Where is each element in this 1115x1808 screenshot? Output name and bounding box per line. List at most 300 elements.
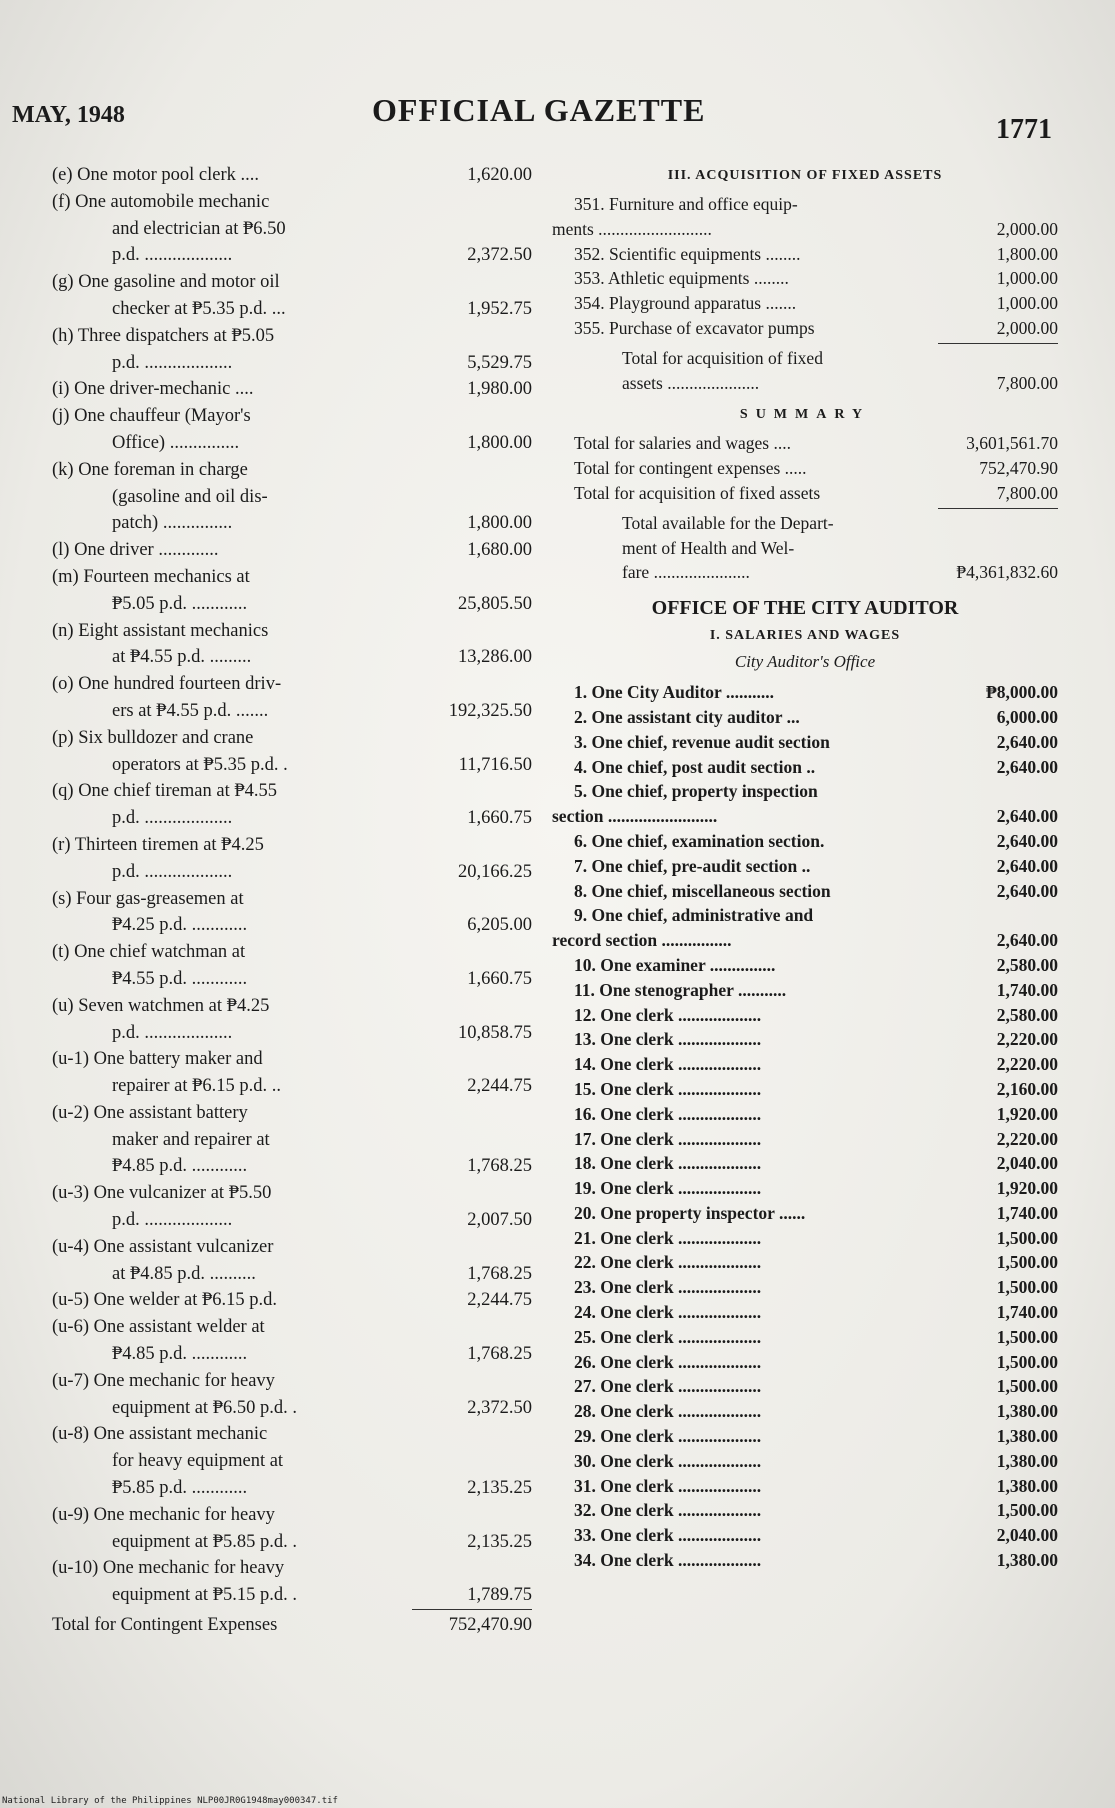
entry-amount: 2,640.00 [996, 731, 1058, 752]
entry-line: (k) One foreman in charge [52, 459, 248, 480]
entry-text [52, 564, 382, 618]
expense-row [52, 269, 532, 323]
entry-text [552, 903, 920, 953]
entry-line: ments .......................... [552, 218, 712, 239]
entry-text [552, 291, 920, 316]
expense-row [52, 1421, 532, 1501]
entry-amount: 1,740.00 [996, 979, 1058, 1000]
entry-text [552, 1523, 920, 1548]
expense-row [52, 778, 532, 832]
contingent-total-row [52, 1612, 532, 1639]
entry-text [52, 1368, 382, 1422]
auditor-row [552, 1226, 1058, 1251]
entry-amount: 1,380.00 [996, 1550, 1058, 1571]
entry-line: 8. One chief, miscellaneous section [574, 880, 831, 901]
entry-line: 15. One clerk ................... [574, 1078, 762, 1099]
expense-row [52, 1314, 532, 1368]
entry-line: 23. One clerk ................... [574, 1277, 762, 1298]
entry-text [552, 879, 920, 904]
expense-row [52, 1287, 532, 1314]
entry-amount: 1,980.00 [467, 379, 532, 400]
entry-text [552, 316, 920, 341]
summary-rule [938, 508, 1058, 509]
entry-text [52, 778, 382, 832]
entry-line: and electrician at ₱6.50 [112, 218, 286, 239]
entry-line: 10. One examiner ............... [574, 954, 776, 975]
entry-amount: 2,040.00 [996, 1153, 1058, 1174]
auditor-row [552, 879, 1058, 904]
entry-text [52, 457, 382, 537]
entry-amount: 6,000.00 [996, 706, 1058, 727]
publication-title: OFFICIAL GAZETTE [372, 92, 706, 128]
entry-text [52, 671, 382, 725]
entry-amount: 1,920.00 [996, 1103, 1058, 1124]
issue-date: MAY, 1948 [12, 102, 125, 128]
entry-amount: 752,470.90 [979, 458, 1058, 479]
entry-line: section ......................... [552, 806, 718, 827]
entry-text [52, 832, 382, 886]
entry-text [52, 1314, 382, 1368]
entry-line: p.d. ................... [112, 1210, 233, 1231]
entry-text [52, 1502, 382, 1556]
entry-line: Total available for the Depart- [622, 512, 834, 533]
auditor-row [552, 1498, 1058, 1523]
entry-line: Office) ............... [112, 432, 240, 453]
entry-line: 14. One clerk ................... [574, 1054, 762, 1075]
entry-amount: 1,380.00 [996, 1426, 1058, 1447]
entry-line: 354. Playground apparatus ....... [574, 293, 797, 314]
expense-row [52, 618, 532, 672]
entry-amount: 2,640.00 [996, 830, 1058, 851]
expense-row [52, 189, 532, 269]
entry-text [552, 1548, 920, 1573]
office-heading: OFFICE OF THE CITY AUDITOR [651, 597, 959, 620]
entry-amount: 2,220.00 [996, 1128, 1058, 1149]
auditor-row [552, 1027, 1058, 1052]
entry-line: 24. One clerk ................... [574, 1302, 762, 1323]
expense-row [52, 1100, 532, 1180]
entry-line: (u-1) One battery maker and [52, 1049, 263, 1070]
acquisition-row [552, 266, 1058, 291]
entry-text [552, 511, 920, 585]
entry-line: ment of Health and Wel- [622, 537, 795, 558]
entry-amount: 192,325.50 [448, 700, 532, 721]
entry-text [52, 1100, 382, 1180]
entry-line: (u-6) One assistant welder at [52, 1317, 265, 1338]
entry-amount: 1,768.25 [467, 1263, 532, 1284]
entry-amount: 1,380.00 [996, 1450, 1058, 1471]
entry-line: Total for acquisition of fixed assets [574, 482, 821, 503]
auditor-row [552, 1201, 1058, 1226]
auditor-row [552, 1300, 1058, 1325]
expense-row [52, 323, 532, 377]
contingent-expenses-list [52, 162, 532, 1609]
entry-line: fare ...................... [622, 562, 750, 583]
acquisition-heading: III. ACQUISITION OF FIXED ASSETS [667, 168, 943, 183]
acquisition-row [552, 291, 1058, 316]
entry-text [552, 1151, 920, 1176]
entry-amount: 1,952.75 [467, 298, 532, 319]
entry-line: maker and repairer at [112, 1129, 270, 1150]
entry-amount: 7,800.00 [996, 372, 1058, 393]
entry-line: Total for acquisition of fixed [622, 347, 823, 368]
entry-text [52, 403, 382, 457]
entry-line: (u-2) One assistant battery [52, 1102, 248, 1123]
entry-text [552, 242, 920, 267]
summary-heading: SUMMARY [739, 407, 871, 423]
entry-line: 33. One clerk ................... [574, 1525, 762, 1546]
entry-text [552, 1325, 920, 1350]
entry-text [552, 1300, 920, 1325]
expense-row [52, 1502, 532, 1556]
entry-amount: 13,286.00 [458, 647, 532, 668]
entry-line: (j) One chauffeur (Mayor's [52, 406, 251, 427]
entry-line: 25. One clerk ................... [574, 1326, 762, 1347]
entry-amount: 5,529.75 [467, 352, 532, 373]
entry-text [552, 730, 920, 755]
entry-text [552, 1275, 920, 1300]
entry-text [552, 829, 920, 854]
acquisition-row [552, 346, 1058, 396]
auditor-row [552, 854, 1058, 879]
auditor-row [552, 953, 1058, 978]
entry-line: 12. One clerk ................... [574, 1004, 762, 1025]
subtotal-rule [938, 343, 1058, 344]
expense-row [52, 403, 532, 457]
entry-line: p.d. ................... [112, 245, 233, 266]
entry-amount: 1,500.00 [996, 1326, 1058, 1347]
auditor-row [552, 1003, 1058, 1028]
entry-amount: 6,205.00 [467, 915, 532, 936]
entry-line: Total for salaries and wages .... [574, 433, 791, 454]
entry-text [552, 1374, 920, 1399]
total-rule [412, 1609, 532, 1610]
entry-line: ₱4.85 p.d. ............ [112, 1344, 248, 1365]
entry-line: (i) One driver-mechanic .... [52, 379, 254, 400]
entry-text [552, 1077, 920, 1102]
summary-row [552, 456, 1058, 481]
entry-line: 355. Purchase of excavator pumps [574, 317, 815, 338]
entry-text [52, 939, 382, 993]
entry-amount: 2,220.00 [996, 1054, 1058, 1075]
entry-line: 22. One clerk ................... [574, 1252, 762, 1273]
expense-row [52, 1046, 532, 1100]
entry-text [552, 346, 920, 396]
entry-line: at ₱4.55 p.d. ......... [112, 647, 252, 668]
summary-row [552, 481, 1058, 506]
entry-line: 27. One clerk ................... [574, 1376, 762, 1397]
expense-row [52, 1555, 532, 1609]
auditor-row [552, 1523, 1058, 1548]
acquisition-row [552, 242, 1058, 267]
entry-line: (f) One automobile mechanic [52, 191, 270, 212]
entry-text [52, 886, 382, 940]
entry-amount: 1,500.00 [996, 1500, 1058, 1521]
entry-line: 16. One clerk ................... [574, 1103, 762, 1124]
entry-text [52, 323, 382, 377]
entry-line: 3. One chief, revenue audit section [574, 731, 830, 752]
acquisition-row [552, 316, 1058, 341]
entry-amount: 1,680.00 [467, 540, 532, 561]
scan-footer: National Library of the Philippines NLP00JR0G1948may000347.tif [2, 1796, 338, 1806]
entry-amount: 1,380.00 [996, 1401, 1058, 1422]
entry-text [552, 1052, 920, 1077]
entry-amount: 2,007.50 [467, 1210, 532, 1231]
total-label: Total for Contingent Expenses [52, 1615, 278, 1636]
entry-amount: 2,372.50 [467, 1397, 532, 1418]
expense-row [52, 376, 532, 403]
entry-line: (u-10) One mechanic for heavy [52, 1558, 285, 1579]
auditor-row [552, 1374, 1058, 1399]
entry-line: 13. One clerk ................... [574, 1029, 762, 1050]
auditor-row [552, 1325, 1058, 1350]
entry-line: 26. One clerk ................... [574, 1351, 762, 1372]
entry-line: 351. Furniture and office equip- [574, 194, 798, 214]
expense-row [52, 162, 532, 189]
entry-line: (n) Eight assistant mechanics [52, 620, 269, 641]
entry-amount: 1,768.25 [467, 1344, 532, 1365]
acquisition-row [552, 192, 1058, 242]
entry-text [52, 537, 382, 564]
entry-amount: ₱8,000.00 [986, 682, 1058, 703]
expense-row [52, 1234, 532, 1288]
entry-text [52, 993, 382, 1047]
auditor-row [552, 1449, 1058, 1474]
entry-line: 11. One stenographer ........... [574, 979, 787, 1000]
entry-amount: 3,601,561.70 [966, 433, 1058, 454]
entry-amount: 2,135.25 [467, 1531, 532, 1552]
acquisition-list [552, 192, 1058, 395]
entry-text [552, 1127, 920, 1152]
auditor-row [552, 1102, 1058, 1127]
entry-amount: 1,800.00 [996, 243, 1058, 264]
entry-line: repairer at ₱6.15 p.d. .. [112, 1076, 282, 1097]
entry-line: (o) One hundred fourteen driv- [52, 674, 282, 695]
entry-text [552, 266, 920, 291]
entry-amount: 1,000.00 [996, 268, 1058, 289]
entry-text [552, 1027, 920, 1052]
entry-line: 28. One clerk ................... [574, 1401, 762, 1422]
entry-line: equipment at ₱5.85 p.d. . [112, 1531, 297, 1552]
entry-line: equipment at ₱5.15 p.d. . [112, 1585, 297, 1606]
entry-text [552, 705, 920, 730]
entry-line: (q) One chief tireman at ₱4.55 [52, 781, 278, 802]
auditor-row [552, 903, 1058, 953]
entry-amount: 11,716.50 [458, 754, 532, 775]
entry-text [552, 1449, 920, 1474]
entry-text [52, 376, 382, 403]
entry-line: 18. One clerk ................... [574, 1153, 762, 1174]
entry-line: 5. One chief, property inspection [574, 781, 818, 802]
entry-line: (u-5) One welder at ₱6.15 p.d. [52, 1290, 278, 1311]
entry-line: equipment at ₱6.50 p.d. . [112, 1397, 297, 1418]
expense-row [52, 671, 532, 725]
entry-line: (l) One driver ............. [52, 540, 219, 561]
entry-text [52, 1421, 382, 1501]
entry-line: (gasoline and oil dis- [112, 486, 268, 507]
entry-amount: 1,789.75 [467, 1585, 532, 1606]
entry-amount: 1,000.00 [996, 293, 1058, 314]
entry-line: (g) One gasoline and motor oil [52, 272, 280, 293]
page-header [12, 92, 1052, 145]
entry-text [552, 1350, 920, 1375]
salaries-heading: I. SALARIES AND WAGES [709, 628, 901, 644]
summary-row [552, 511, 1058, 585]
entry-text [52, 725, 382, 779]
entry-amount: 1,500.00 [996, 1252, 1058, 1273]
expense-row [52, 886, 532, 940]
entry-amount: 1,660.75 [467, 808, 532, 829]
entry-line: 2. One assistant city auditor ... [574, 706, 800, 727]
entry-line: Total for contingent expenses ..... [574, 458, 807, 479]
entry-amount: 2,135.25 [467, 1478, 532, 1499]
entry-text [552, 1003, 920, 1028]
expense-row [52, 725, 532, 779]
entry-text [52, 1555, 382, 1609]
auditor-row [552, 1077, 1058, 1102]
entry-amount: 7,800.00 [996, 482, 1058, 503]
entry-text [552, 431, 920, 456]
auditor-row [552, 1176, 1058, 1201]
entry-text [552, 1399, 920, 1424]
auditor-row [552, 978, 1058, 1003]
entry-text [552, 680, 920, 705]
entry-text [552, 456, 920, 481]
entry-line: 21. One clerk ................... [574, 1227, 762, 1248]
entry-amount: 1,800.00 [467, 432, 532, 453]
entry-text [52, 162, 382, 189]
entry-text [552, 1201, 920, 1226]
entry-text [552, 978, 920, 1003]
entry-text [52, 189, 382, 269]
entry-amount: 2,244.75 [467, 1076, 532, 1097]
entry-amount: 1,380.00 [996, 1475, 1058, 1496]
entry-line: (u-4) One assistant vulcanizer [52, 1236, 274, 1257]
entry-text [552, 192, 920, 242]
entry-amount: 2,000.00 [996, 218, 1058, 239]
entry-text [552, 1424, 920, 1449]
expense-row [52, 832, 532, 886]
entry-line: 352. Scientific equipments ........ [574, 243, 801, 264]
entry-line: (u) Seven watchmen at ₱4.25 [52, 995, 270, 1016]
entry-line: 20. One property inspector ...... [574, 1202, 806, 1223]
expense-row [52, 1368, 532, 1422]
entry-amount: 2,640.00 [996, 756, 1058, 777]
entry-amount: 1,500.00 [996, 1277, 1058, 1298]
entry-line: record section ................ [552, 930, 732, 951]
entry-amount: 1,620.00 [467, 165, 532, 185]
entry-line: (u-8) One assistant mechanic [52, 1424, 268, 1445]
entry-line: (h) Three dispatchers at ₱5.05 [52, 325, 275, 346]
entry-amount: 2,372.50 [467, 245, 532, 266]
entry-text [52, 618, 382, 672]
entry-amount: 2,244.75 [467, 1290, 532, 1311]
entry-line: ₱5.05 p.d. ............ [112, 593, 248, 614]
entry-amount: 1,500.00 [996, 1351, 1058, 1372]
expense-row [52, 537, 532, 564]
entry-amount: 1,500.00 [996, 1227, 1058, 1248]
auditor-row [552, 1548, 1058, 1573]
entry-line: (e) One motor pool clerk .... [52, 165, 260, 185]
entry-amount: 2,640.00 [996, 930, 1058, 951]
entry-line: (m) Fourteen mechanics at [52, 566, 250, 587]
auditor-row [552, 1052, 1058, 1077]
expense-row [52, 457, 532, 537]
entry-line: 7. One chief, pre-audit section .. [574, 855, 811, 876]
entry-amount: 2,160.00 [996, 1078, 1058, 1099]
entry-amount: 2,580.00 [996, 1004, 1058, 1025]
entry-line: (u-9) One mechanic for heavy [52, 1504, 275, 1525]
entry-amount: 10,858.75 [458, 1022, 532, 1043]
entry-text [552, 854, 920, 879]
entry-line: patch) ............... [112, 513, 233, 534]
entry-line: (u-3) One vulcanizer at ₱5.50 [52, 1183, 272, 1204]
entry-text [52, 1234, 382, 1288]
auditor-row [552, 1474, 1058, 1499]
entry-line: 31. One clerk ................... [574, 1475, 762, 1496]
auditor-row [552, 1250, 1058, 1275]
entry-text [52, 1046, 382, 1100]
entry-amount: 1,740.00 [996, 1202, 1058, 1223]
entry-amount: 1,768.25 [467, 1156, 532, 1177]
auditor-row [552, 755, 1058, 780]
entry-line: (r) Thirteen tiremen at ₱4.25 [52, 834, 264, 855]
entry-line: 9. One chief, administrative and [574, 905, 814, 926]
entry-text [552, 1226, 920, 1251]
entry-text [552, 1176, 920, 1201]
entry-text [552, 481, 920, 506]
entry-amount: 2,640.00 [996, 855, 1058, 876]
entry-line: operators at ₱5.35 p.d. . [112, 754, 288, 775]
left-column [52, 162, 532, 1639]
entry-text [552, 1102, 920, 1127]
entry-line: 1. One City Auditor ........... [574, 682, 774, 703]
auditor-row [552, 1127, 1058, 1152]
entry-text [52, 1180, 382, 1234]
entry-line: (t) One chief watchman at [52, 942, 246, 963]
entry-line: 30. One clerk ................... [574, 1450, 762, 1471]
auditor-row [552, 705, 1058, 730]
entry-amount: 2,000.00 [996, 317, 1058, 338]
summary-row [552, 431, 1058, 456]
entry-amount: 20,166.25 [458, 861, 532, 882]
entry-text [52, 1287, 382, 1314]
auditor-row [552, 1350, 1058, 1375]
right-column [552, 162, 1058, 1573]
entry-line: 4. One chief, post audit section .. [574, 756, 816, 777]
auditor-row [552, 680, 1058, 705]
entry-line: ₱4.55 p.d. ............ [112, 968, 248, 989]
entry-line: p.d. ................... [112, 808, 233, 829]
entry-amount: 2,040.00 [996, 1525, 1058, 1546]
entry-text [552, 755, 920, 780]
auditor-row [552, 1424, 1058, 1449]
entry-line: at ₱4.85 p.d. .......... [112, 1263, 256, 1284]
entry-amount: 1,500.00 [996, 1376, 1058, 1397]
entry-amount: 2,220.00 [996, 1029, 1058, 1050]
auditor-row [552, 1399, 1058, 1424]
entry-line: ₱5.85 p.d. ............ [112, 1478, 248, 1499]
auditor-row [552, 730, 1058, 755]
entry-text [552, 953, 920, 978]
entry-amount: 2,640.00 [996, 880, 1058, 901]
entry-line: for heavy equipment at [112, 1451, 284, 1472]
entry-line: p.d. ................... [112, 861, 233, 882]
entry-line: 32. One clerk ................... [574, 1500, 762, 1521]
entry-line: assets ..................... [622, 372, 760, 393]
entry-line: ₱4.25 p.d. ............ [112, 915, 248, 936]
entry-amount: 2,640.00 [996, 806, 1058, 827]
